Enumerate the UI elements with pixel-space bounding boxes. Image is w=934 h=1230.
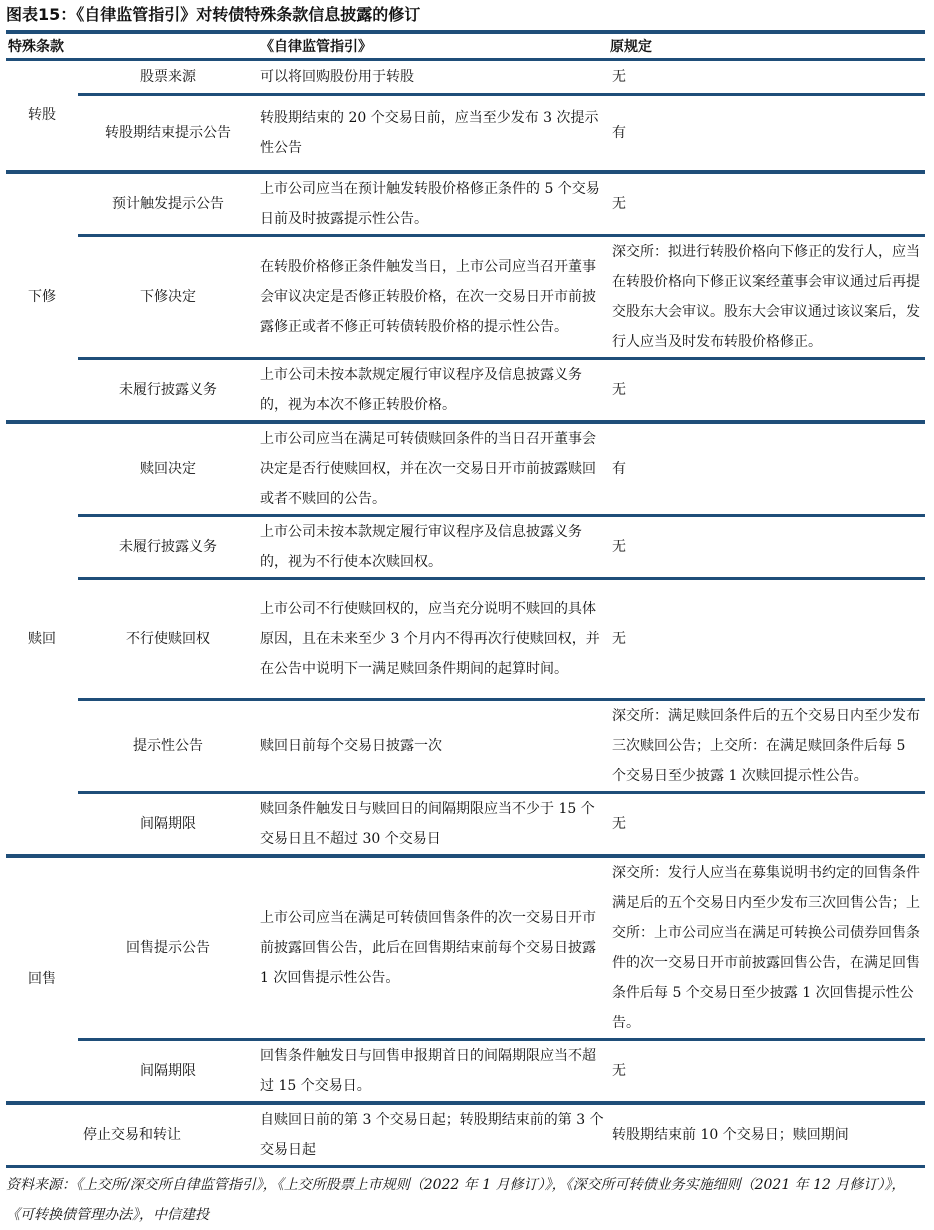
clause-cell: 间隔期限 xyxy=(78,1039,258,1103)
guideline-cell: 自赎回日前的第 3 个交易日起；转股期结束前的第 3 个交易日起 xyxy=(258,1103,608,1167)
table-row xyxy=(6,578,925,699)
original-cell: 无 xyxy=(608,1039,925,1103)
original-cell: 无 xyxy=(612,69,626,85)
guideline-cell: 回售条件触发日与回售申报期首日的间隔期限应当不超过 15 个交易日。 xyxy=(258,1039,608,1103)
guideline-cell: 上市公司未按本款规定履行审议程序及信息披露义务的，视为本次不修正转股价格。 xyxy=(258,358,608,422)
clause-cell: 赎回决定 xyxy=(78,422,258,516)
header-clause: 特殊条款 xyxy=(6,32,258,60)
original-cell: 无 xyxy=(608,172,925,236)
original-cell: 无 xyxy=(608,358,925,422)
guideline-cell: 上市公司应当在满足可转债回售条件的次一交易日开市前披露回售公告，此后在回售期结束前每个交易日披露 1 次回售提示性公告。 xyxy=(258,856,608,1040)
original-cell: 无 xyxy=(608,515,925,578)
clause-cell: 停止交易和转让 xyxy=(6,1103,258,1167)
group-label: 回售 xyxy=(6,856,78,1103)
table-row xyxy=(6,172,925,236)
original-cell: 无 xyxy=(608,792,925,856)
guideline-cell: 上市公司应当在预计触发转股价格修正条件的 5 个交易日前及时披露提示性公告。 xyxy=(258,172,608,236)
original-cell: 转股期结束前 10 个交易日；赎回期间 xyxy=(608,1103,925,1167)
guideline-cell: 在转股价格修正条件触发当日，上市公司应当召开董事会审议决定是否修正转股价格，在次一交易日开市前披露修正或者不修正可转债转股价格的提示性公告。 xyxy=(258,235,608,358)
original-cell: 深交所：拟进行转股价格向下修正的发行人，应当在转股价格向下修正议案经董事会审议通过后再提交股东大会审议。股东大会审议通过该议案后，发行人应当及时发布转股价格修正。 xyxy=(608,235,925,358)
header-guideline: 《自律监管指引》 xyxy=(258,32,608,60)
guideline-cell: 转股期结束的 20 个交易日前，应当至少发布 3 次提示性公告 xyxy=(258,95,608,172)
table-row xyxy=(6,1039,925,1103)
guideline-cell: 上市公司不行使赎回权的，应当充分说明不赎回的具体原因，且在未来至少 3 个月内不得再次行使赎回权，并在公告中说明下一满足赎回条件期间的起算时间。 xyxy=(258,578,608,699)
clause-cell: 回售提示公告 xyxy=(78,856,258,1040)
header-original: 原规定 xyxy=(608,32,925,60)
original-cell: 有 xyxy=(608,422,925,516)
original-cell: 深交所：满足赎回条件后的五个交易日内至少发布三次赎回公告；上交所：在满足赎回条件后每 5 个交易日至少披露 1 次赎回提示性公告。 xyxy=(608,699,925,792)
revision-table xyxy=(6,30,925,1168)
clause-cell: 下修决定 xyxy=(78,235,258,358)
guideline-cell: 赎回日前每个交易日披露一次 xyxy=(258,699,608,792)
guideline-cell: 上市公司应当在满足可转债赎回条件的当日召开董事会决定是否行使赎回权，并在次一交易日开市前披露赎回或者不赎回的公告。 xyxy=(258,422,608,516)
clause-cell: 预计触发提示公告 xyxy=(78,172,258,236)
table-row xyxy=(6,422,925,516)
table-row xyxy=(6,699,925,792)
guideline-cell: 赎回条件触发日与赎回日的间隔期限应当不少于 15 个交易日且不超过 30 个交易日 xyxy=(258,792,608,856)
original-cell: 深交所：发行人应当在募集说明书约定的回售条件满足后的五个交易日内至少发布三次回售公告；上交所：上市公司应当在满足可转换公司债券回售条件的次一交易日开市前披露回售公告，在满足回售条件后每 5 个交易日至少披露 1 次回售提示性公告。 xyxy=(608,856,925,1040)
clause-cell: 未履行披露义务 xyxy=(78,515,258,578)
header-row xyxy=(6,32,925,60)
table-row xyxy=(6,856,925,1040)
figure-title: 图表15：《自律监管指引》对转债特殊条款信息披露的修订 xyxy=(6,5,421,24)
clause-cell: 间隔期限 xyxy=(78,792,258,856)
table-row xyxy=(6,60,925,95)
original-cell: 无 xyxy=(608,578,925,699)
clause-cell: 股票来源 xyxy=(140,69,196,85)
clause-cell: 不行使赎回权 xyxy=(78,578,258,699)
table-row xyxy=(6,515,925,578)
table-row xyxy=(6,1103,925,1167)
clause-cell: 转股期结束提示公告 xyxy=(78,95,258,172)
group-label: 赎回 xyxy=(6,422,78,856)
table-row xyxy=(6,235,925,358)
table-body xyxy=(6,60,925,1167)
group-label: 下修 xyxy=(6,172,78,422)
clause-cell: 未履行披露义务 xyxy=(78,358,258,422)
clause-cell: 提示性公告 xyxy=(78,699,258,792)
table-row xyxy=(6,95,925,172)
group-label: 转股 xyxy=(28,107,56,124)
original-cell: 有 xyxy=(608,95,925,172)
guideline-cell: 可以将回购股份用于转股 xyxy=(260,69,414,85)
table-row xyxy=(6,792,925,856)
table-row xyxy=(6,358,925,422)
source-note: 资料来源：《上交所/深交所自律监管指引》，《上交所股票上市规则（2022 年 1 月修订）》，《深交所可转债业务实施细则（2021 年 12 月修订）》，《可转换债管理办法》，中信建投 xyxy=(6,1176,906,1223)
guideline-cell: 上市公司未按本款规定履行审议程序及信息披露义务的，视为不行使本次赎回权。 xyxy=(258,515,608,578)
